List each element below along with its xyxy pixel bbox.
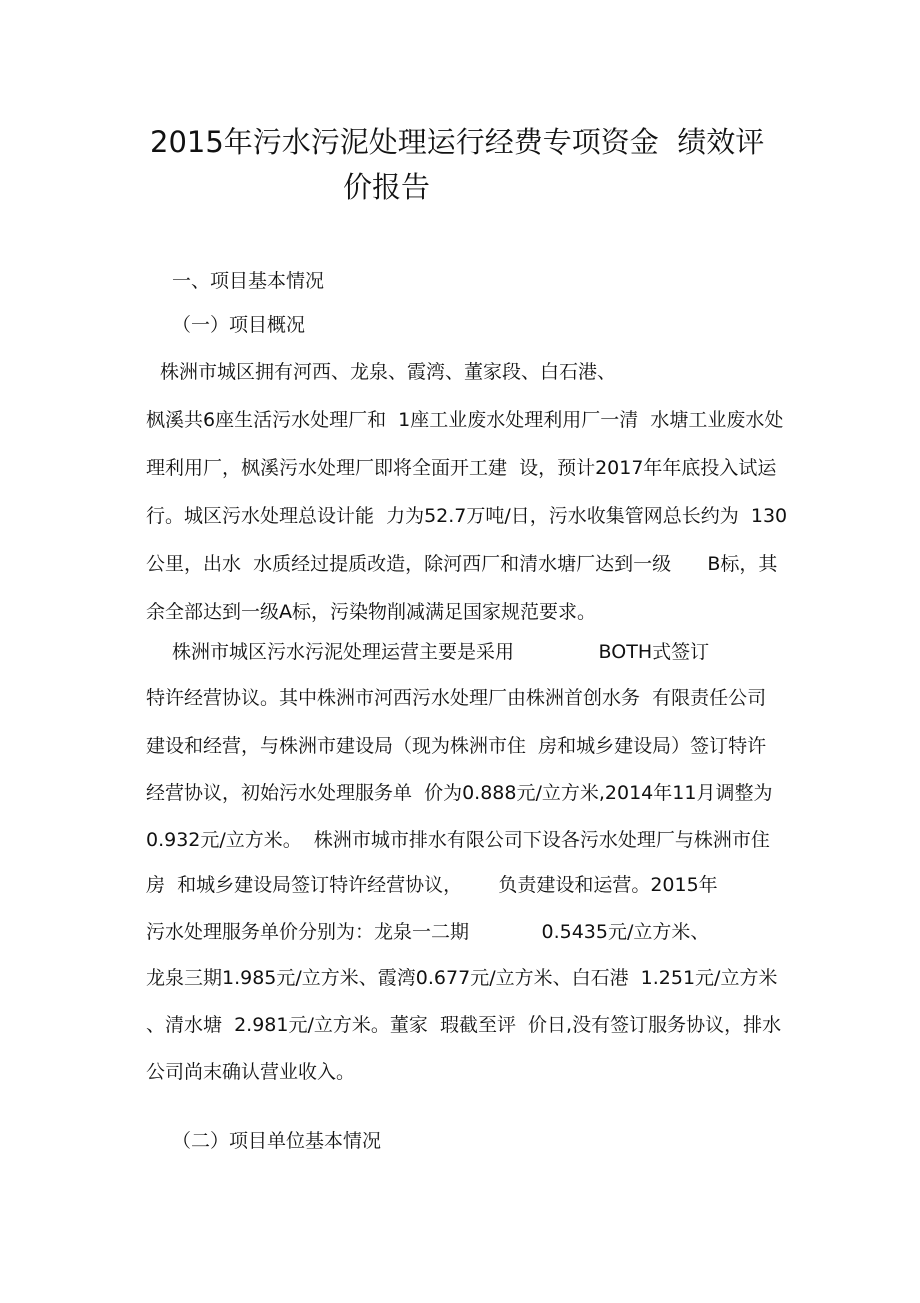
section-heading: 一、项目基本情况 (172, 270, 325, 292)
text-line: 0.932元/立方米。 株洲市城市排水有限公司下设各污水处理厂与株洲市住 (146, 829, 770, 851)
text-line: 公司尚末确认营业收入。 (146, 1061, 356, 1083)
text-line: 房 和城乡建设局签订特许经营协议， 负责建设和运营。2015年 (146, 874, 718, 896)
text-line: 污水处理服务单价分别为：龙泉一二期 0.5435元/立方米、 (146, 921, 710, 943)
text-line: 龙泉三期1.985元/立方米、霞湾0.677元/立方米、白石港 1.251元/立方米 (146, 967, 778, 989)
text-line: 、清水塘 2.981元/立方米。董家 瑕截至评 价日,没有签订服务协议，排水 (146, 1014, 782, 1036)
text-line: 枫溪共6座生活污水处理厂和 1座工业废水处理利用厂一清 水塘工业废水处 (146, 409, 784, 431)
text-line: 理利用厂，枫溪污水处理厂即将全面开工建 设，预计2017年年底投入试运 (146, 457, 777, 479)
text-line: 经营协议，初始污水处理服务单 价为0.888元/立方米,2014年11月调整为 (146, 782, 773, 804)
text-line: 建设和经营，与株洲市建设局（现为株洲市住 房和城乡建设局）签订特许 (146, 735, 767, 757)
text-line: 株洲市城区污水污泥处理运营主要是采用 BOTH式签订 (172, 641, 710, 663)
document-title-line-2: 价报告 (343, 170, 431, 204)
text-line: 行。城区污水处理总设计能 力为52.7万吨/日，污水收集管网总长约为 130 (146, 505, 788, 527)
subsection-heading-2: （二）项目单位基本情况 (172, 1130, 382, 1152)
text-line: 余全部达到一级A标，污染物削减满足国家规范要求。 (146, 601, 596, 623)
text-line: 特许经营协议。其中株洲市河西污水处理厂由株洲首创水务 有限责任公司 (146, 687, 767, 709)
subsection-heading: （一）项目概况 (172, 314, 306, 336)
document-title-line-1: 2015年污水污泥处理运行经费专项资金 绩效评 (150, 125, 765, 159)
text-line: 株洲市城区拥有河西、龙泉、霞湾、董家段、白石港、 (160, 361, 617, 383)
text-line: 公里，出水 水质经过提质改造，除河西厂和清水塘厂达到一级 B标，其 (146, 553, 778, 575)
